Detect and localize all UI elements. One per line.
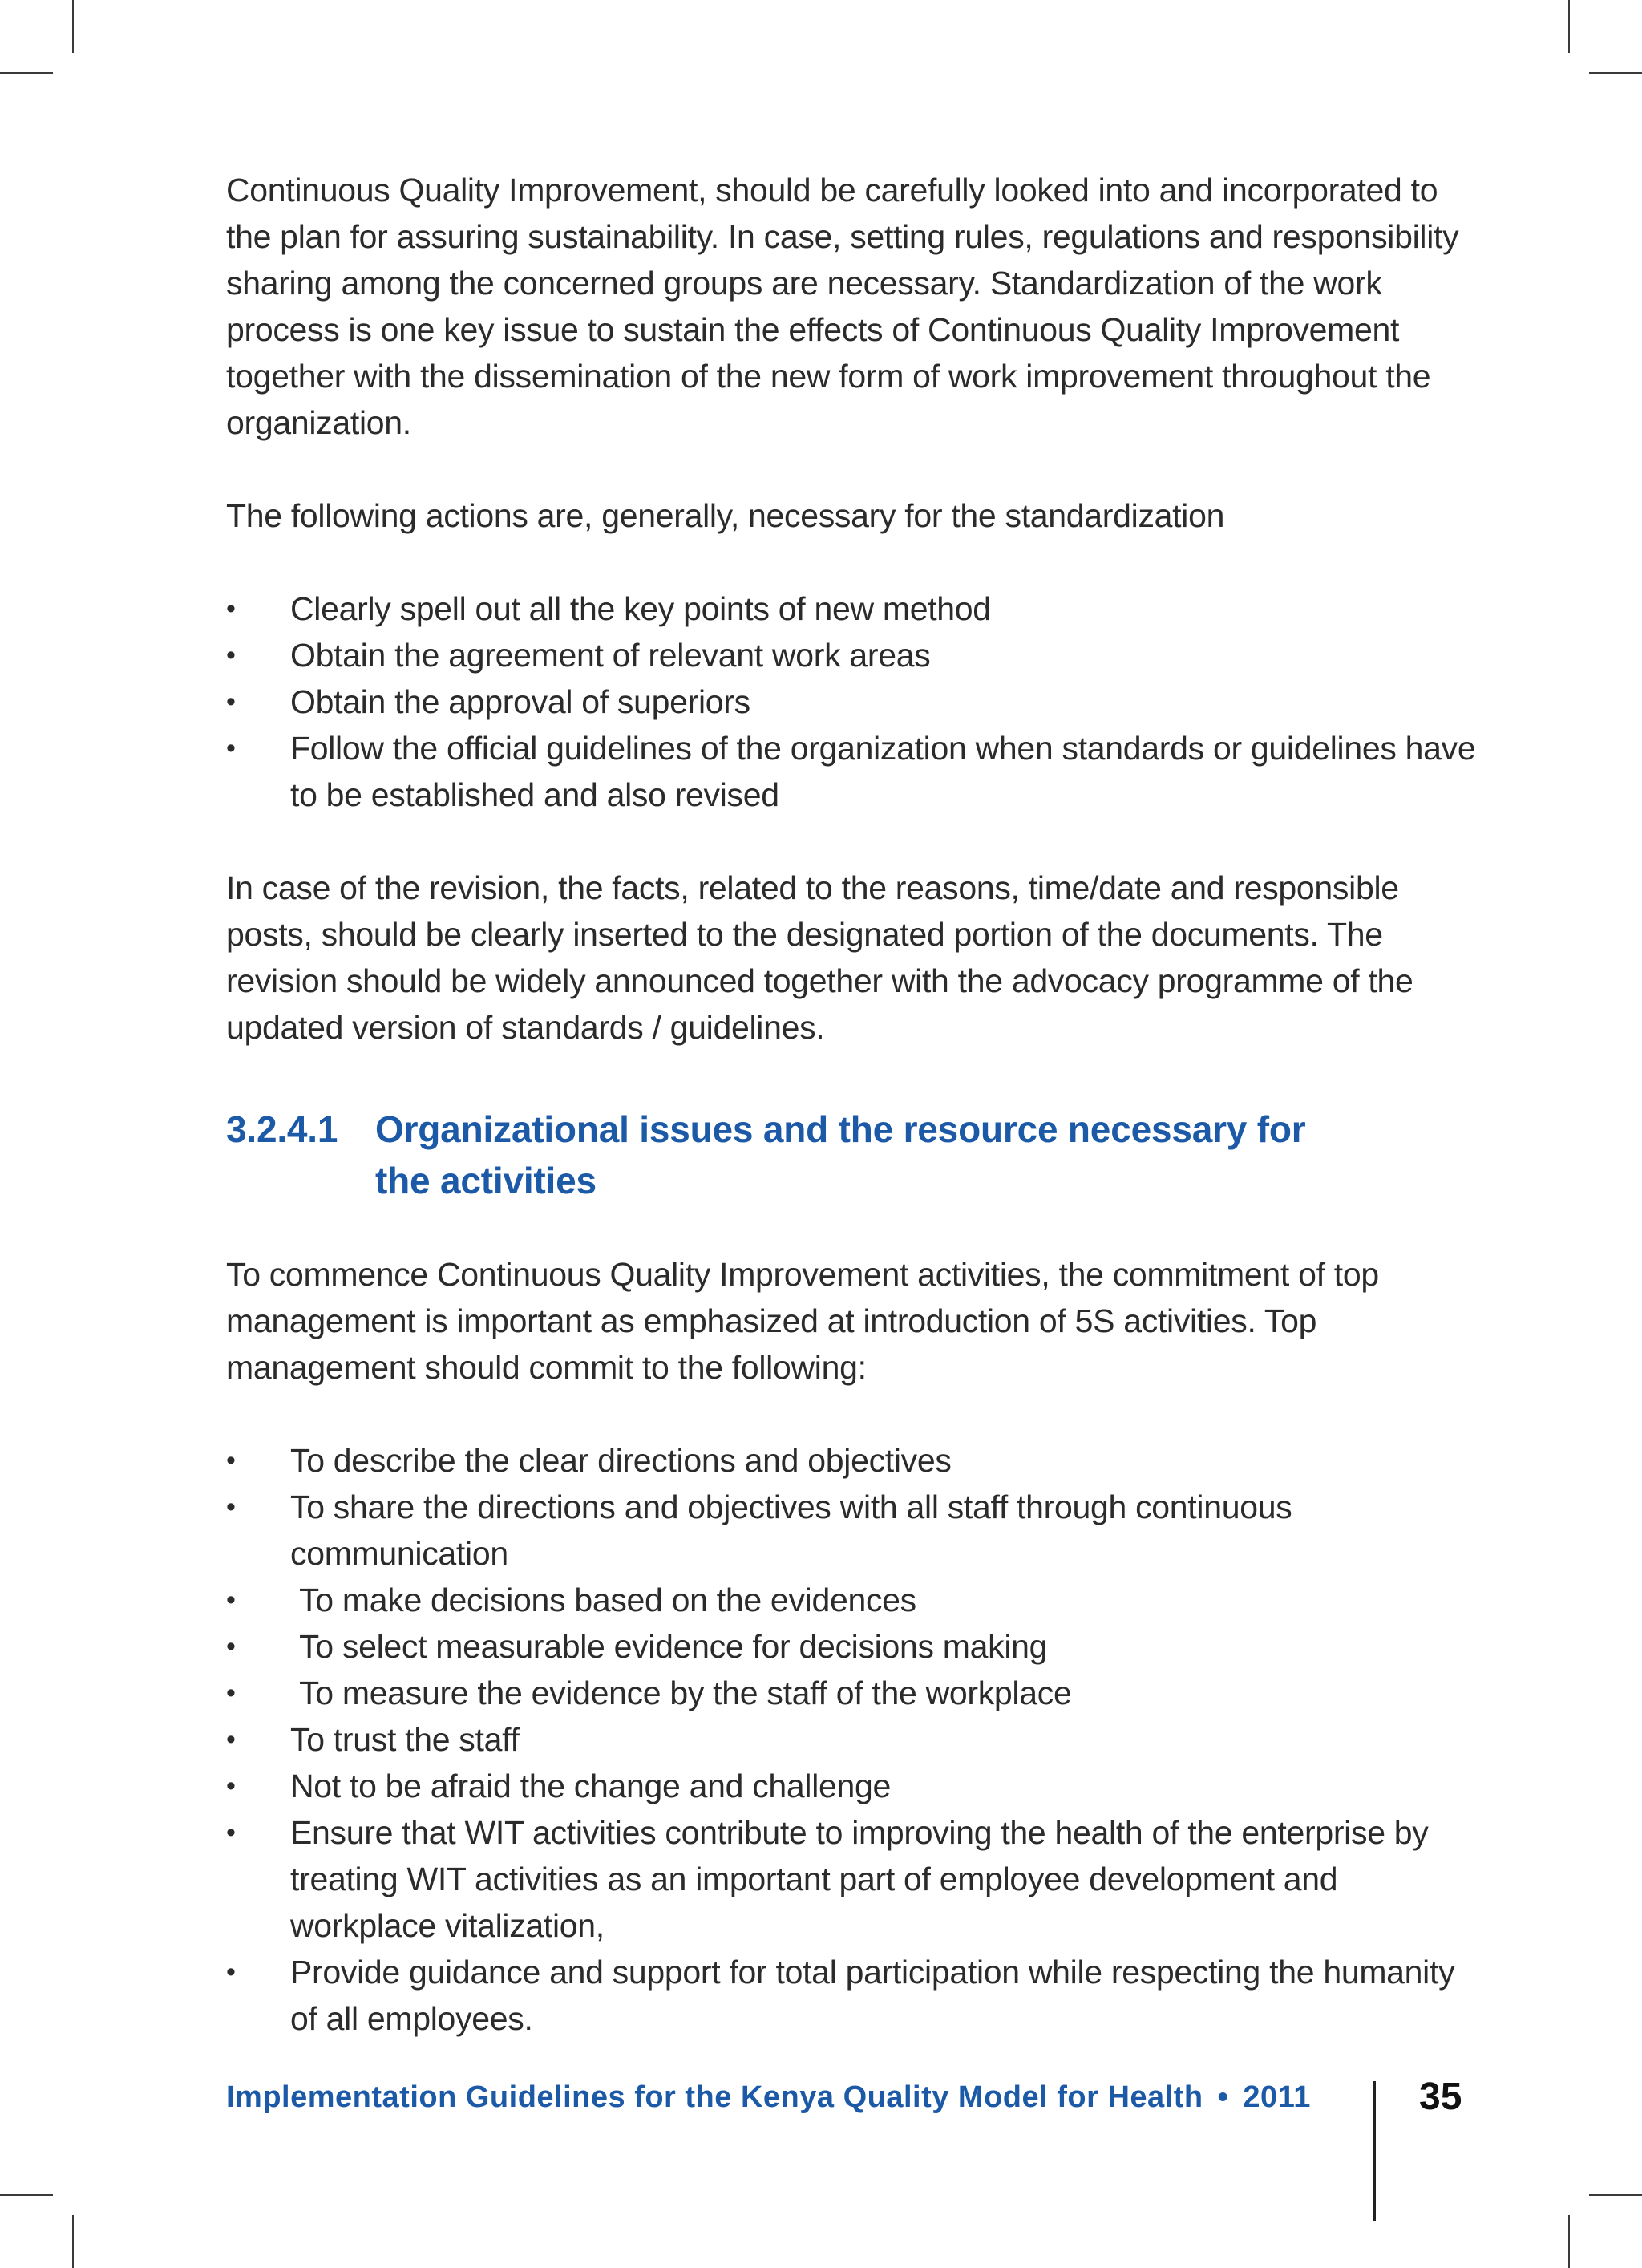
list-item-text: To make decisions based on the evidences xyxy=(290,1582,916,1618)
list-item-text: Clearly spell out all the key points of new method xyxy=(290,590,991,627)
list-item-text: Obtain the agreement of relevant work areas xyxy=(290,637,931,674)
bullet-list xyxy=(226,585,1477,818)
list-item xyxy=(226,1763,1477,1809)
body-paragraph: To commence Continuous Quality Improvement activities, the commitment of top management is important as emphasized at introduction of 5S activities. Top management should commit to the following: xyxy=(226,1256,1379,1386)
bullet-icon: • xyxy=(226,1492,236,1522)
bullet-icon: • xyxy=(226,1585,236,1615)
bullet-icon: • xyxy=(226,1957,236,1987)
section-heading xyxy=(226,1104,1477,1206)
crop-mark xyxy=(72,0,74,53)
list-item xyxy=(226,725,1477,818)
list-item-text: To trust the staff xyxy=(290,1721,520,1758)
running-footer xyxy=(226,2077,1311,2117)
bullet-list xyxy=(226,1437,1477,2042)
list-item xyxy=(226,1437,1477,1484)
list-item xyxy=(226,1809,1477,1949)
footer-separator: • xyxy=(1217,2080,1229,2114)
crop-mark xyxy=(1589,72,1642,74)
crop-mark xyxy=(0,72,53,74)
list-item-text: Provide guidance and support for total participation while respecting the humanity of all employees. xyxy=(290,1954,1455,2037)
list-item xyxy=(226,678,1477,725)
list-item-text: To select measurable evidence for decisions making xyxy=(290,1628,1048,1665)
list-item-text: To describe the clear directions and objectives xyxy=(290,1442,952,1479)
bullet-icon: • xyxy=(226,686,236,717)
bullet-icon: • xyxy=(226,733,236,763)
page-body xyxy=(226,167,1477,2088)
list-item xyxy=(226,1623,1477,1670)
list-item-text: Follow the official guidelines of the organization when standards or guidelines have to be established and also revised xyxy=(290,730,1476,813)
crop-mark xyxy=(1568,2215,1570,2268)
list-item-text: To measure the evidence by the staff of the workplace xyxy=(290,1675,1072,1711)
list-item-text: Obtain the approval of superiors xyxy=(290,683,750,720)
list-item xyxy=(226,585,1477,632)
page-number: 35 xyxy=(1419,2076,1462,2118)
footer-year: 2011 xyxy=(1243,2080,1311,2114)
section-title: Organizational issues and the resource necessary for the activities xyxy=(375,1108,1306,1201)
list-item xyxy=(226,1670,1477,1716)
body-paragraph: In case of the revision, the facts, related to the reasons, time/date and responsible posts, should be clearly inserted to the designated portion of the documents. The revision should be widely announced together with the advocacy programme of the updated version of standards / guidelines. xyxy=(226,869,1413,1046)
body-paragraph: Continuous Quality Improvement, should be carefully looked into and incorporated to the plan for assuring sustainability. In case, setting rules, regulations and responsibility sharing among the concerned groups are necessary. Standardization of the work process is one key issue to sustain the effects of Continuous Quality Improvement together with the dissemination of the new form of work improvement throughout the organization. xyxy=(226,172,1459,441)
crop-mark xyxy=(1568,0,1570,53)
bullet-icon: • xyxy=(226,640,236,670)
list-item xyxy=(226,632,1477,678)
list-item xyxy=(226,1949,1477,2042)
list-item-text: Not to be afraid the change and challenge xyxy=(290,1768,892,1804)
bullet-icon: • xyxy=(226,1631,236,1662)
bullet-icon: • xyxy=(226,1724,236,1755)
body-paragraph: The following actions are, generally, necessary for the standardization xyxy=(226,497,1225,534)
section-number: 3.2.4.1 xyxy=(226,1108,338,1150)
bullet-icon: • xyxy=(226,1771,236,1801)
footer-divider xyxy=(1373,2081,1376,2221)
list-item-text: To share the directions and objectives with all staff through continuous communication xyxy=(290,1488,1292,1572)
footer-title: Implementation Guidelines for the Kenya Quality Model for Health xyxy=(226,2080,1203,2114)
list-item xyxy=(226,1484,1477,1577)
crop-mark xyxy=(1589,2194,1642,2196)
list-item-text: Ensure that WIT activities contribute to improving the health of the enterprise by treating WIT activities as an important part of employee development and workplace vitalization, xyxy=(290,1814,1429,1944)
list-item xyxy=(226,1577,1477,1623)
list-item xyxy=(226,1716,1477,1763)
bullet-icon: • xyxy=(226,593,236,624)
crop-mark xyxy=(0,2194,53,2196)
bullet-icon: • xyxy=(226,1445,236,1476)
crop-mark xyxy=(72,2215,74,2268)
bullet-icon: • xyxy=(226,1817,236,1848)
bullet-icon: • xyxy=(226,1678,236,1708)
